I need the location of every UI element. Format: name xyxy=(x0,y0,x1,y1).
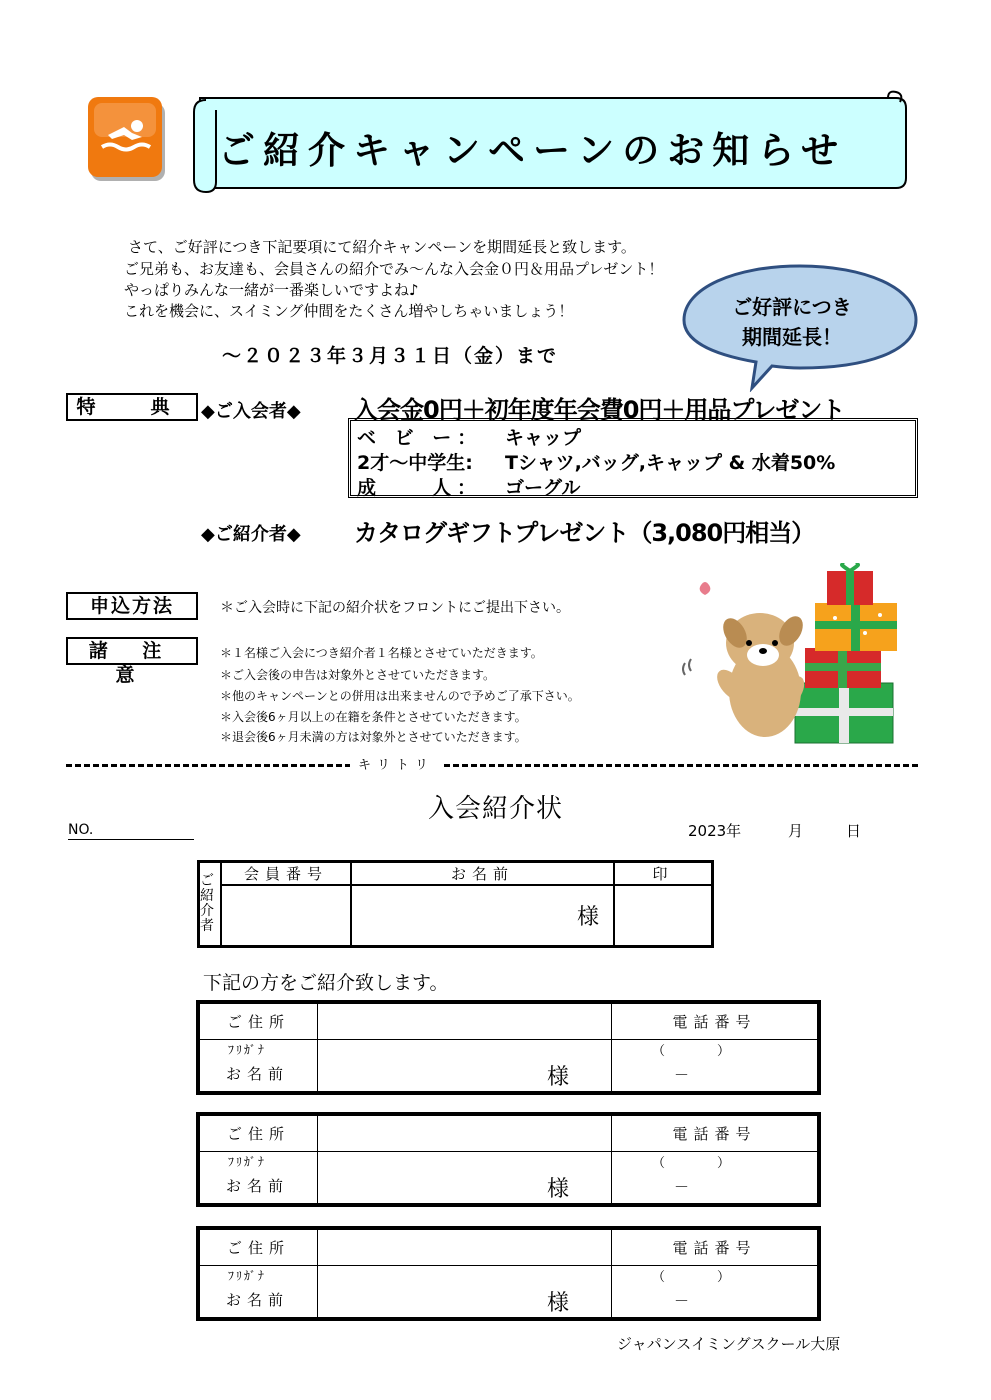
plan-row xyxy=(357,423,581,450)
form-title: 入会紹介状 xyxy=(427,794,563,824)
bubble-line: 期間延長！ xyxy=(742,325,842,349)
plan-row xyxy=(357,473,580,500)
form-number-field[interactable]: NO. xyxy=(68,822,194,840)
form-date-year: 2023年 xyxy=(688,822,742,840)
application-text: ＊ご入会時に下記の紹介状をフロントにご提出下さい。 xyxy=(220,600,570,616)
name-label-cell xyxy=(200,1151,318,1203)
new-member-label: ◆ご入会者◆ xyxy=(201,401,301,422)
bubble-line: ご好評につき xyxy=(732,295,852,319)
phone-area-code: （ ） xyxy=(652,1043,731,1059)
name-header: お名前 xyxy=(351,862,614,886)
address-label: ご住所 xyxy=(200,1116,318,1152)
phone-label: 電話番号 xyxy=(612,1004,818,1040)
friend-entry xyxy=(196,1226,821,1321)
note-item: ＊他のキャンペーンとの併用は出来ませんので予めご了承下さい。 xyxy=(220,689,580,703)
name-label-cell xyxy=(200,1265,318,1317)
address-field[interactable] xyxy=(318,1004,612,1040)
address-field[interactable] xyxy=(318,1116,612,1152)
address-label: ご住所 xyxy=(200,1230,318,1266)
referrer-name-field[interactable]: 様 xyxy=(351,885,614,947)
campaign-deadline: ～２０２３年３月３１日（金）まで xyxy=(222,345,559,367)
form-date-month: 月 xyxy=(788,822,804,840)
name-label-cell xyxy=(200,1039,318,1091)
address-field[interactable] xyxy=(318,1230,612,1266)
plan-item: Tシャツ,バッグ,キャップ & 水着50% xyxy=(505,452,836,474)
introduce-text: 下記の方をご紹介致します。 xyxy=(203,972,449,994)
intro-line: これを機会に、スイミング仲間をたくさん増やしちゃいましょう！ xyxy=(124,302,574,320)
seal-field[interactable] xyxy=(614,885,713,947)
benefits-label: 特 典 xyxy=(66,393,198,421)
cut-line-label: キリトリ xyxy=(350,754,442,773)
phone-area-code: （ ） xyxy=(652,1155,731,1171)
phone-label: 電話番号 xyxy=(612,1230,818,1266)
phone-field[interactable] xyxy=(612,1265,818,1317)
seal-header: 印 xyxy=(614,862,713,886)
school-name: ジャパンスイミングスクール大原 xyxy=(617,1335,841,1353)
referrer-table xyxy=(197,860,714,948)
plan-table xyxy=(348,418,918,498)
note-item: ＊退会後6ヶ月未満の方は対象外とさせていただきます。 xyxy=(220,730,527,744)
name-field[interactable]: 様 xyxy=(318,1265,612,1317)
member-number-header: 会員番号 xyxy=(221,862,351,886)
name-label: お名前 xyxy=(226,1176,290,1195)
member-number-field[interactable] xyxy=(221,885,351,947)
address-label: ご住所 xyxy=(200,1004,318,1040)
application-label: 申込方法 xyxy=(66,592,198,620)
name-field[interactable]: 様 xyxy=(318,1039,612,1091)
note-item: ＊ご入会後の申告は対象外とさせていただきます。 xyxy=(220,668,496,682)
plan-category: ベ ビ ー： xyxy=(357,427,483,449)
furigana-label: ﾌﾘｶﾞﾅ xyxy=(228,1042,267,1057)
intro-line: ご兄弟も、お友達も、会員さんの紹介でみ～んな入会金０円＆用品プレゼント！ xyxy=(124,260,664,278)
note-item: ＊１名様ご入会につき紹介者１名様とさせていただきます。 xyxy=(220,646,543,660)
furigana-label: ﾌﾘｶﾞﾅ xyxy=(228,1268,267,1283)
name-label: お名前 xyxy=(226,1064,290,1083)
phone-field[interactable] xyxy=(612,1039,818,1091)
phone-label: 電話番号 xyxy=(612,1116,818,1152)
referrer-label: ◆ご紹介者◆ xyxy=(201,524,301,545)
furigana-label: ﾌﾘｶﾞﾅ xyxy=(228,1154,267,1169)
plan-item: キャップ xyxy=(505,427,582,449)
dog-with-presents-illustration xyxy=(675,563,905,748)
phone-dash: － xyxy=(674,1291,690,1310)
intro-line: やっぱりみんな一緒が一番楽しいですよね♪ xyxy=(124,281,419,299)
phone-dash: － xyxy=(674,1177,690,1196)
name-label: お名前 xyxy=(226,1290,290,1309)
friend-entry xyxy=(196,1112,821,1207)
swimmer-icon xyxy=(88,97,168,185)
phone-area-code: （ ） xyxy=(652,1269,731,1285)
page-title: ご紹介キャンペーンのお知らせ xyxy=(218,129,847,172)
phone-dash: － xyxy=(674,1065,690,1084)
plan-item: ゴーグル xyxy=(505,477,581,499)
cut-line xyxy=(66,764,918,770)
phone-field[interactable] xyxy=(612,1151,818,1203)
new-member-offer: 入会金0円＋初年度年会費0円＋用品プレゼント xyxy=(354,396,845,424)
name-field[interactable]: 様 xyxy=(318,1151,612,1203)
notes-label: 諸 注 意 xyxy=(66,637,198,665)
form-date-day: 日 xyxy=(846,822,862,840)
friend-entry xyxy=(196,1000,821,1095)
bubble-text xyxy=(722,292,862,352)
plan-row xyxy=(357,448,835,475)
plan-category: 2才～中学生: xyxy=(357,452,473,474)
note-item: ＊入会後6ヶ月以上の在籍を条件とさせていただきます。 xyxy=(220,710,527,724)
referrer-side-label: ご紹介者 xyxy=(199,862,222,947)
intro-line: さて、ご好評につき下記要項にて紹介キャンペーンを期間延長と致します。 xyxy=(128,238,636,256)
referrer-offer: カタログギフトプレゼント（3,080円相当） xyxy=(354,519,815,547)
plan-category: 成 人： xyxy=(357,477,483,499)
